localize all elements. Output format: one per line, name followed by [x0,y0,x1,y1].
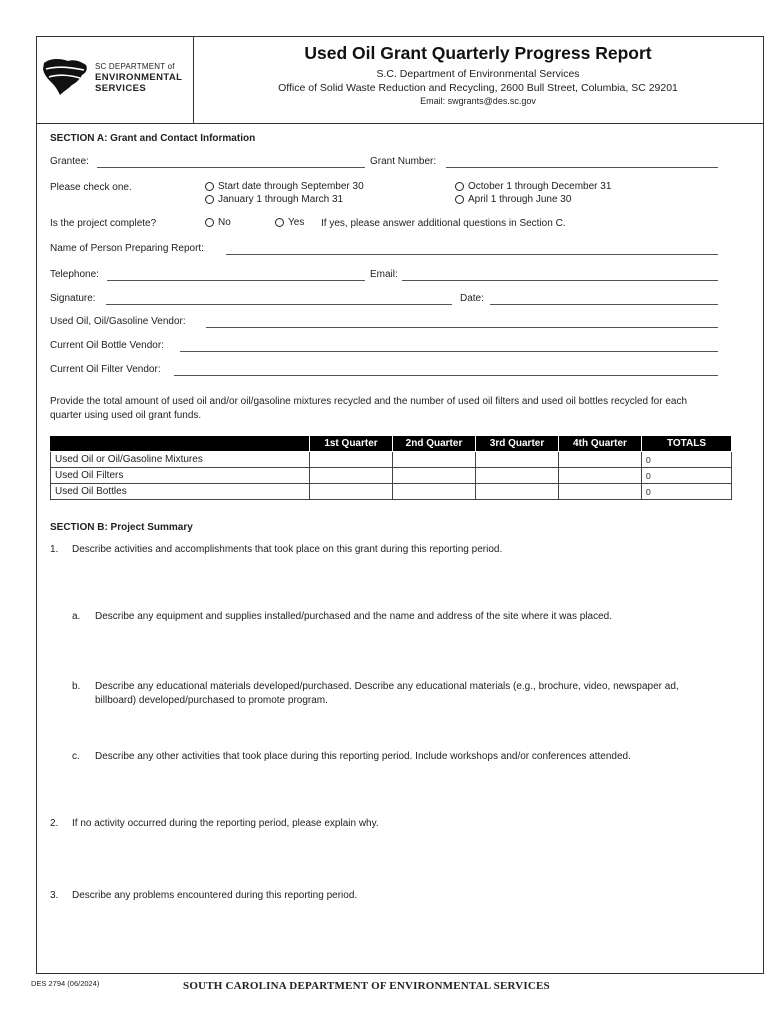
logo-line-2: ENVIRONMENTAL [95,72,183,83]
telephone-field[interactable] [107,280,365,281]
page-title: Used Oil Grant Quarterly Progress Report [304,43,652,63]
complete-yes-option[interactable]: Yes [275,217,304,228]
q1-number: 1. [50,544,59,555]
vendor-bottle-label: Current Oil Bottle Vendor: [50,340,164,351]
vendor-oil-label: Used Oil, Oil/Gasoline Vendor: [50,316,186,327]
quantity-instructions: Provide the total amount of used oil and/or oil/gasoline mixtures recycled and the number of used oil filters and used oil bottles recycled for each quarter using used oil grant funds. [50,396,688,421]
date-label: Date: [460,293,484,304]
qb-text: Describe any educational materials developed/purchased. Describe any educational materials (e.g., brochure, video, newspaper ad, billboard) developed/purchased to promote program. [95,681,679,706]
check-one-label: Please check one. [50,182,132,193]
email-label: Email: [370,269,398,280]
table-header-totals: TOTALS [642,436,732,452]
q3-cell[interactable] [476,484,559,500]
complete-no-option[interactable]: No [205,217,231,228]
q1-cell[interactable] [310,468,393,484]
telephone-label: Telephone: [50,269,99,280]
preparer-label: Name of Person Preparing Report: [50,243,204,254]
table-header-q4: 4th Quarter [559,436,642,452]
q3-cell[interactable] [476,452,559,468]
logo-line-1: SC DEPARTMENT of [95,62,175,71]
table-header-q3: 3rd Quarter [476,436,559,452]
period-option-4[interactable]: April 1 through June 30 [455,194,571,205]
radio-circle-icon [205,182,214,191]
form-code: DES 2794 (06/2024) [31,979,100,988]
q2-text: If no activity occurred during the reporting period, please explain why. [72,818,379,829]
q1-cell[interactable] [310,452,393,468]
q1-text: Describe activities and accomplishments that took place on this grant during this reporting period. [72,544,503,555]
contact-email: Email: swgrants@des.sc.gov [420,96,536,106]
grantee-field[interactable] [97,167,365,168]
form-frame [36,36,764,974]
q1-cell[interactable] [310,484,393,500]
date-field[interactable] [490,304,718,305]
logo-line-3: SERVICES [95,83,147,94]
grant-number-field[interactable] [446,167,718,168]
qb-letter: b. [72,681,81,692]
vendor-filter-field[interactable] [174,375,718,376]
complete-note: If yes, please answer additional questions in Section C. [321,218,566,229]
total-cell: 0 [642,452,732,468]
period-option-1[interactable]: Start date through September 30 [205,181,364,192]
row-label: Used Oil or Oil/Gasoline Mixtures [51,452,310,468]
office-address: Office of Solid Waste Reduction and Recycling, 2600 Bull Street, Columbia, SC 29201 [278,82,678,94]
table-header-q2: 2nd Quarter [393,436,476,452]
q2-number: 2. [50,818,59,829]
qc-text: Describe any other activities that took place during this reporting period. Include workshops and/or conferences attended. [95,751,631,762]
vendor-filter-label: Current Oil Filter Vendor: [50,364,161,375]
footer-department: SOUTH CAROLINA DEPARTMENT OF ENVIRONMENTAL SERVICES [183,980,550,992]
table-row [51,468,732,484]
radio-circle-icon [455,195,464,204]
q3-number: 3. [50,890,59,901]
q4-cell[interactable] [559,452,642,468]
total-cell: 0 [642,468,732,484]
radio-circle-icon [455,182,464,191]
table-header-row [51,436,732,452]
signature-field[interactable] [106,304,452,305]
q3-cell[interactable] [476,468,559,484]
q4-cell[interactable] [559,468,642,484]
q4-cell[interactable] [559,484,642,500]
q2-cell[interactable] [393,452,476,468]
form-header [37,37,763,124]
q2-cell[interactable] [393,484,476,500]
sc-state-shape-icon [42,57,90,97]
radio-circle-icon [205,195,214,204]
agency-name: S.C. Department of Environmental Services [376,68,580,80]
qa-text: Describe any equipment and supplies installed/purchased and the name and address of the site where it was placed. [95,611,612,622]
period-option-3[interactable]: October 1 through December 31 [455,181,611,192]
total-cell: 0 [642,484,732,500]
vendor-bottle-field[interactable] [180,351,718,352]
agency-logo [37,37,194,123]
email-field[interactable] [402,280,718,281]
row-label: Used Oil Filters [51,468,310,484]
section-a-heading: SECTION A: Grant and Contact Information [50,133,256,144]
radio-circle-icon [275,218,284,227]
radio-circle-icon [205,218,214,227]
qa-letter: a. [72,611,81,622]
q3-text: Describe any problems encountered during this reporting period. [72,890,358,901]
qc-letter: c. [72,751,80,762]
preparer-field[interactable] [226,254,718,255]
grantee-label: Grantee: [50,156,89,167]
table-row [51,484,732,500]
period-option-2[interactable]: January 1 through March 31 [205,194,343,205]
quarterly-totals-table [50,435,732,500]
row-label: Used Oil Bottles [51,484,310,500]
q2-cell[interactable] [393,468,476,484]
table-header-blank [51,436,310,452]
table-header-q1: 1st Quarter [310,436,393,452]
table-row [51,452,732,468]
vendor-oil-field[interactable] [206,327,718,328]
section-b-heading: SECTION B: Project Summary [50,522,193,533]
grant-number-label: Grant Number: [370,156,437,167]
project-complete-label: Is the project complete? [50,218,157,229]
signature-label: Signature: [50,293,96,304]
